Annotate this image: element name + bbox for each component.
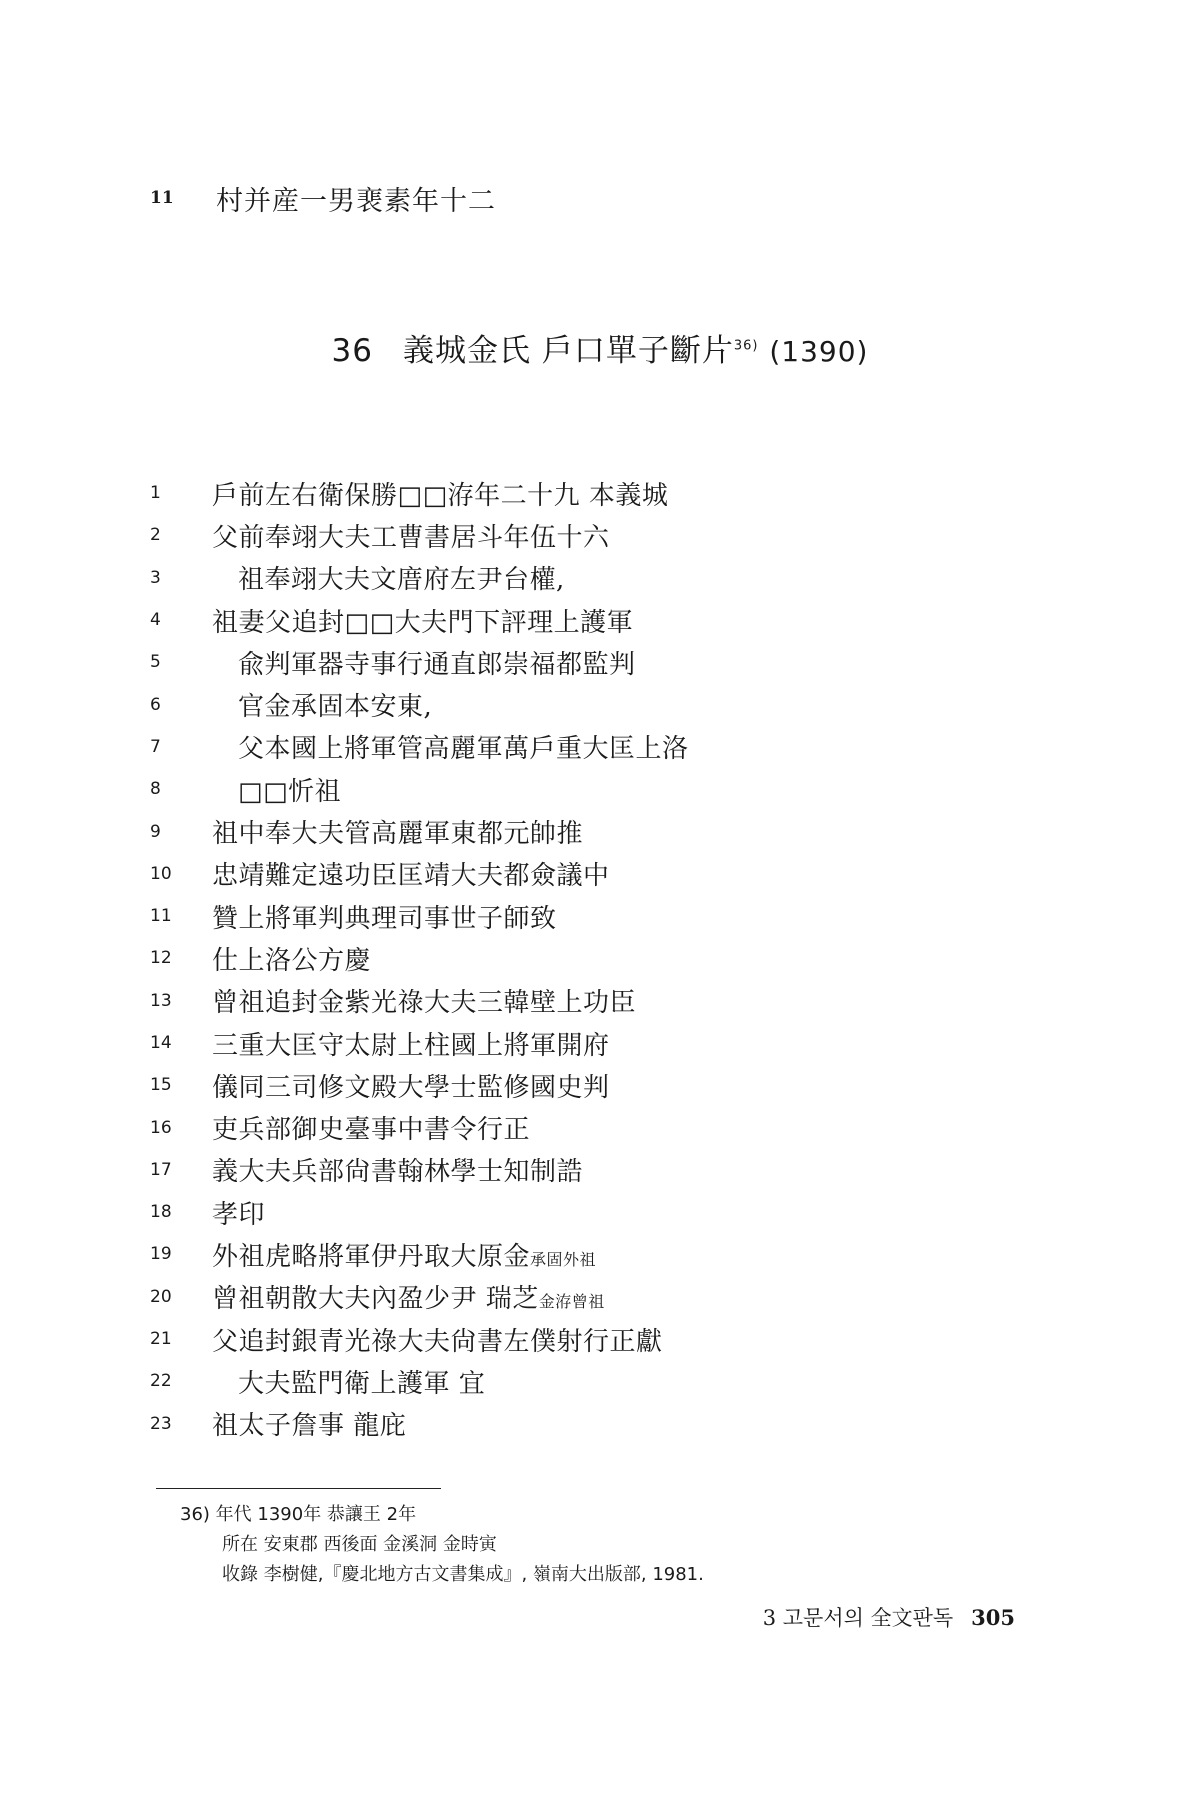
line-text [212,940,371,977]
transcription-line [150,683,1050,725]
footnote [180,1500,704,1590]
line-number: 1 [150,483,161,504]
line-main-text: 儀同三司修文殿大學士監修國史判 [212,1072,610,1103]
transcription-line [150,641,1050,683]
line-number: 21 [150,1329,172,1350]
line-text [212,1405,406,1442]
line-main-text: 曾祖追封金紫光祿大夫三韓壁上功臣 [212,988,637,1019]
transcription-line [150,1149,1050,1191]
line-main-text: 父追封銀青光祿大夫尙書左僕射行正獻 [212,1326,663,1357]
line-text [212,982,636,1019]
line-text [212,602,633,639]
document-title [0,325,1200,370]
line-number: 20 [150,1286,172,1307]
previous-entry-line [150,180,496,216]
line-number: 15 [150,1075,172,1096]
line-text [212,686,432,723]
line-main-text: 祖妻父追封□□大夫門下評理上護軍 [212,607,634,638]
line-text [212,559,565,596]
line-number: 10 [150,863,172,884]
transcription-line [150,1233,1050,1275]
line-main-text: 父本國上將軍管高麗軍萬戶重大匡上洛 [238,734,689,765]
line-number: 14 [150,1033,172,1053]
transcription-line [150,810,1050,852]
line-text [212,1236,596,1273]
line-text [212,475,668,512]
line-number: 5 [150,652,161,673]
line-main-text: 戶前左右衛保勝□□洊年二十九 本義城 [212,480,669,511]
transcription-line [150,1022,1050,1064]
chapter-title: 3 고문서의 全文판독 [762,1606,954,1630]
line-number: 12 [150,948,172,969]
line-number: 8 [150,779,161,800]
line-main-text: 吏兵部御史臺事中書令行正 [212,1115,531,1146]
line-main-text: 父前奉翊大夫工曹書居斗年伍十六 [212,522,610,553]
transcription-line [150,895,1050,937]
running-footer [763,1602,1015,1632]
transcription-line [150,1191,1050,1233]
transcription-line [150,1403,1050,1445]
line-number: 16 [150,1117,172,1138]
document-year: (1390) [769,335,869,368]
transcription-lines [150,472,1050,1445]
line-number: 6 [150,694,161,715]
transcription-line [150,1276,1050,1318]
line-main-text: 祖中奉大夫管高麗軍東都元帥推 [212,819,584,850]
line-number: 11 [150,906,172,927]
line-number: 3 [150,567,161,588]
line-text [212,1151,583,1188]
transcription-line [150,599,1050,641]
line-text [212,813,583,850]
line-number: 22 [150,1371,172,1392]
line-text [212,771,341,808]
footnote-line-2: 所在 安東郡 西後面 金溪洞 金時寅 [222,1534,497,1555]
footnote-reference: 36) [733,338,759,354]
line-number: 17 [150,1159,172,1180]
footnote-line-1 [180,1500,704,1530]
line-main-text: 贊上將軍判典理司事世子師致 [212,903,557,934]
line-main-text: 兪判軍器寺事行通直郎崇福都監判 [238,649,636,680]
line-text [212,1278,605,1315]
line-main-text: 仕上洛公方慶 [212,945,372,976]
line-text [212,517,610,554]
line-number: 13 [150,990,172,1011]
transcription-line [150,1064,1050,1106]
line-main-text: 三重大匡守太尉上柱國上將軍開府 [212,1030,610,1061]
interlinear-note: 金洊曾祖 [538,1292,605,1312]
line-main-text: □□忻祖 [238,776,342,807]
line-number: 18 [150,1202,172,1223]
transcription-line [150,937,1050,979]
line-text [212,1025,610,1062]
line-text [212,1194,265,1231]
line-number: 23 [150,1413,172,1434]
document-number: 36 [331,333,373,369]
line-text: 村并産一男裵素年十二 [216,185,496,217]
transcription-line [150,726,1050,768]
line-main-text: 忠靖難定遠功臣匡靖大夫都僉議中 [212,861,610,892]
line-main-text: 義大夫兵部尙書翰林學士知制誥 [212,1157,584,1188]
line-text [212,644,636,681]
line-number: 19 [150,1244,172,1265]
line-text [212,1109,530,1146]
footnote-line-3: 收錄 李樹健,『慶北地方古文書集成』, 嶺南大出版部, 1981. [222,1564,704,1585]
line-main-text: 曾祖朝散大夫內盈少尹 瑞芝 [212,1284,539,1315]
transcription-line [150,1106,1050,1148]
interlinear-note: 承固外祖 [530,1249,597,1269]
page-number: 305 [971,1605,1015,1630]
footnote-marker: 36) [180,1504,210,1525]
line-number: 4 [150,610,161,631]
footnote-divider [156,1488,441,1489]
line-number: 2 [150,525,161,546]
transcription-line [150,1360,1050,1402]
transcription-line [150,557,1050,599]
transcription-line [150,472,1050,514]
line-number: 11 [150,188,174,208]
line-main-text: 外祖虎略將軍伊丹取大原金 [212,1241,531,1272]
line-main-text: 祖奉翊大夫文庴府左尹台權, [238,565,565,596]
line-main-text: 大夫監門衛上護軍 宜 [238,1368,486,1399]
transcription-line [150,514,1050,556]
footnote-date: 年代 1390年 恭讓王 2年 [215,1504,417,1525]
line-number: 7 [150,736,161,757]
transcription-line [150,980,1050,1022]
line-text [212,898,557,935]
transcription-line [150,1318,1050,1360]
line-main-text: 祖太子詹事 龍庇 [212,1411,407,1442]
line-text [212,1321,663,1358]
line-text [212,855,610,892]
transcription-line [150,768,1050,810]
line-main-text: 官金承固本安東, [238,692,433,723]
line-text [212,1067,610,1104]
line-text [212,1363,485,1400]
document-title-text: 義城金氏 戶口單子斷片 [403,333,734,369]
line-text [212,728,689,765]
line-number: 9 [150,821,161,842]
transcription-line [150,853,1050,895]
line-main-text: 孝印 [212,1199,266,1230]
